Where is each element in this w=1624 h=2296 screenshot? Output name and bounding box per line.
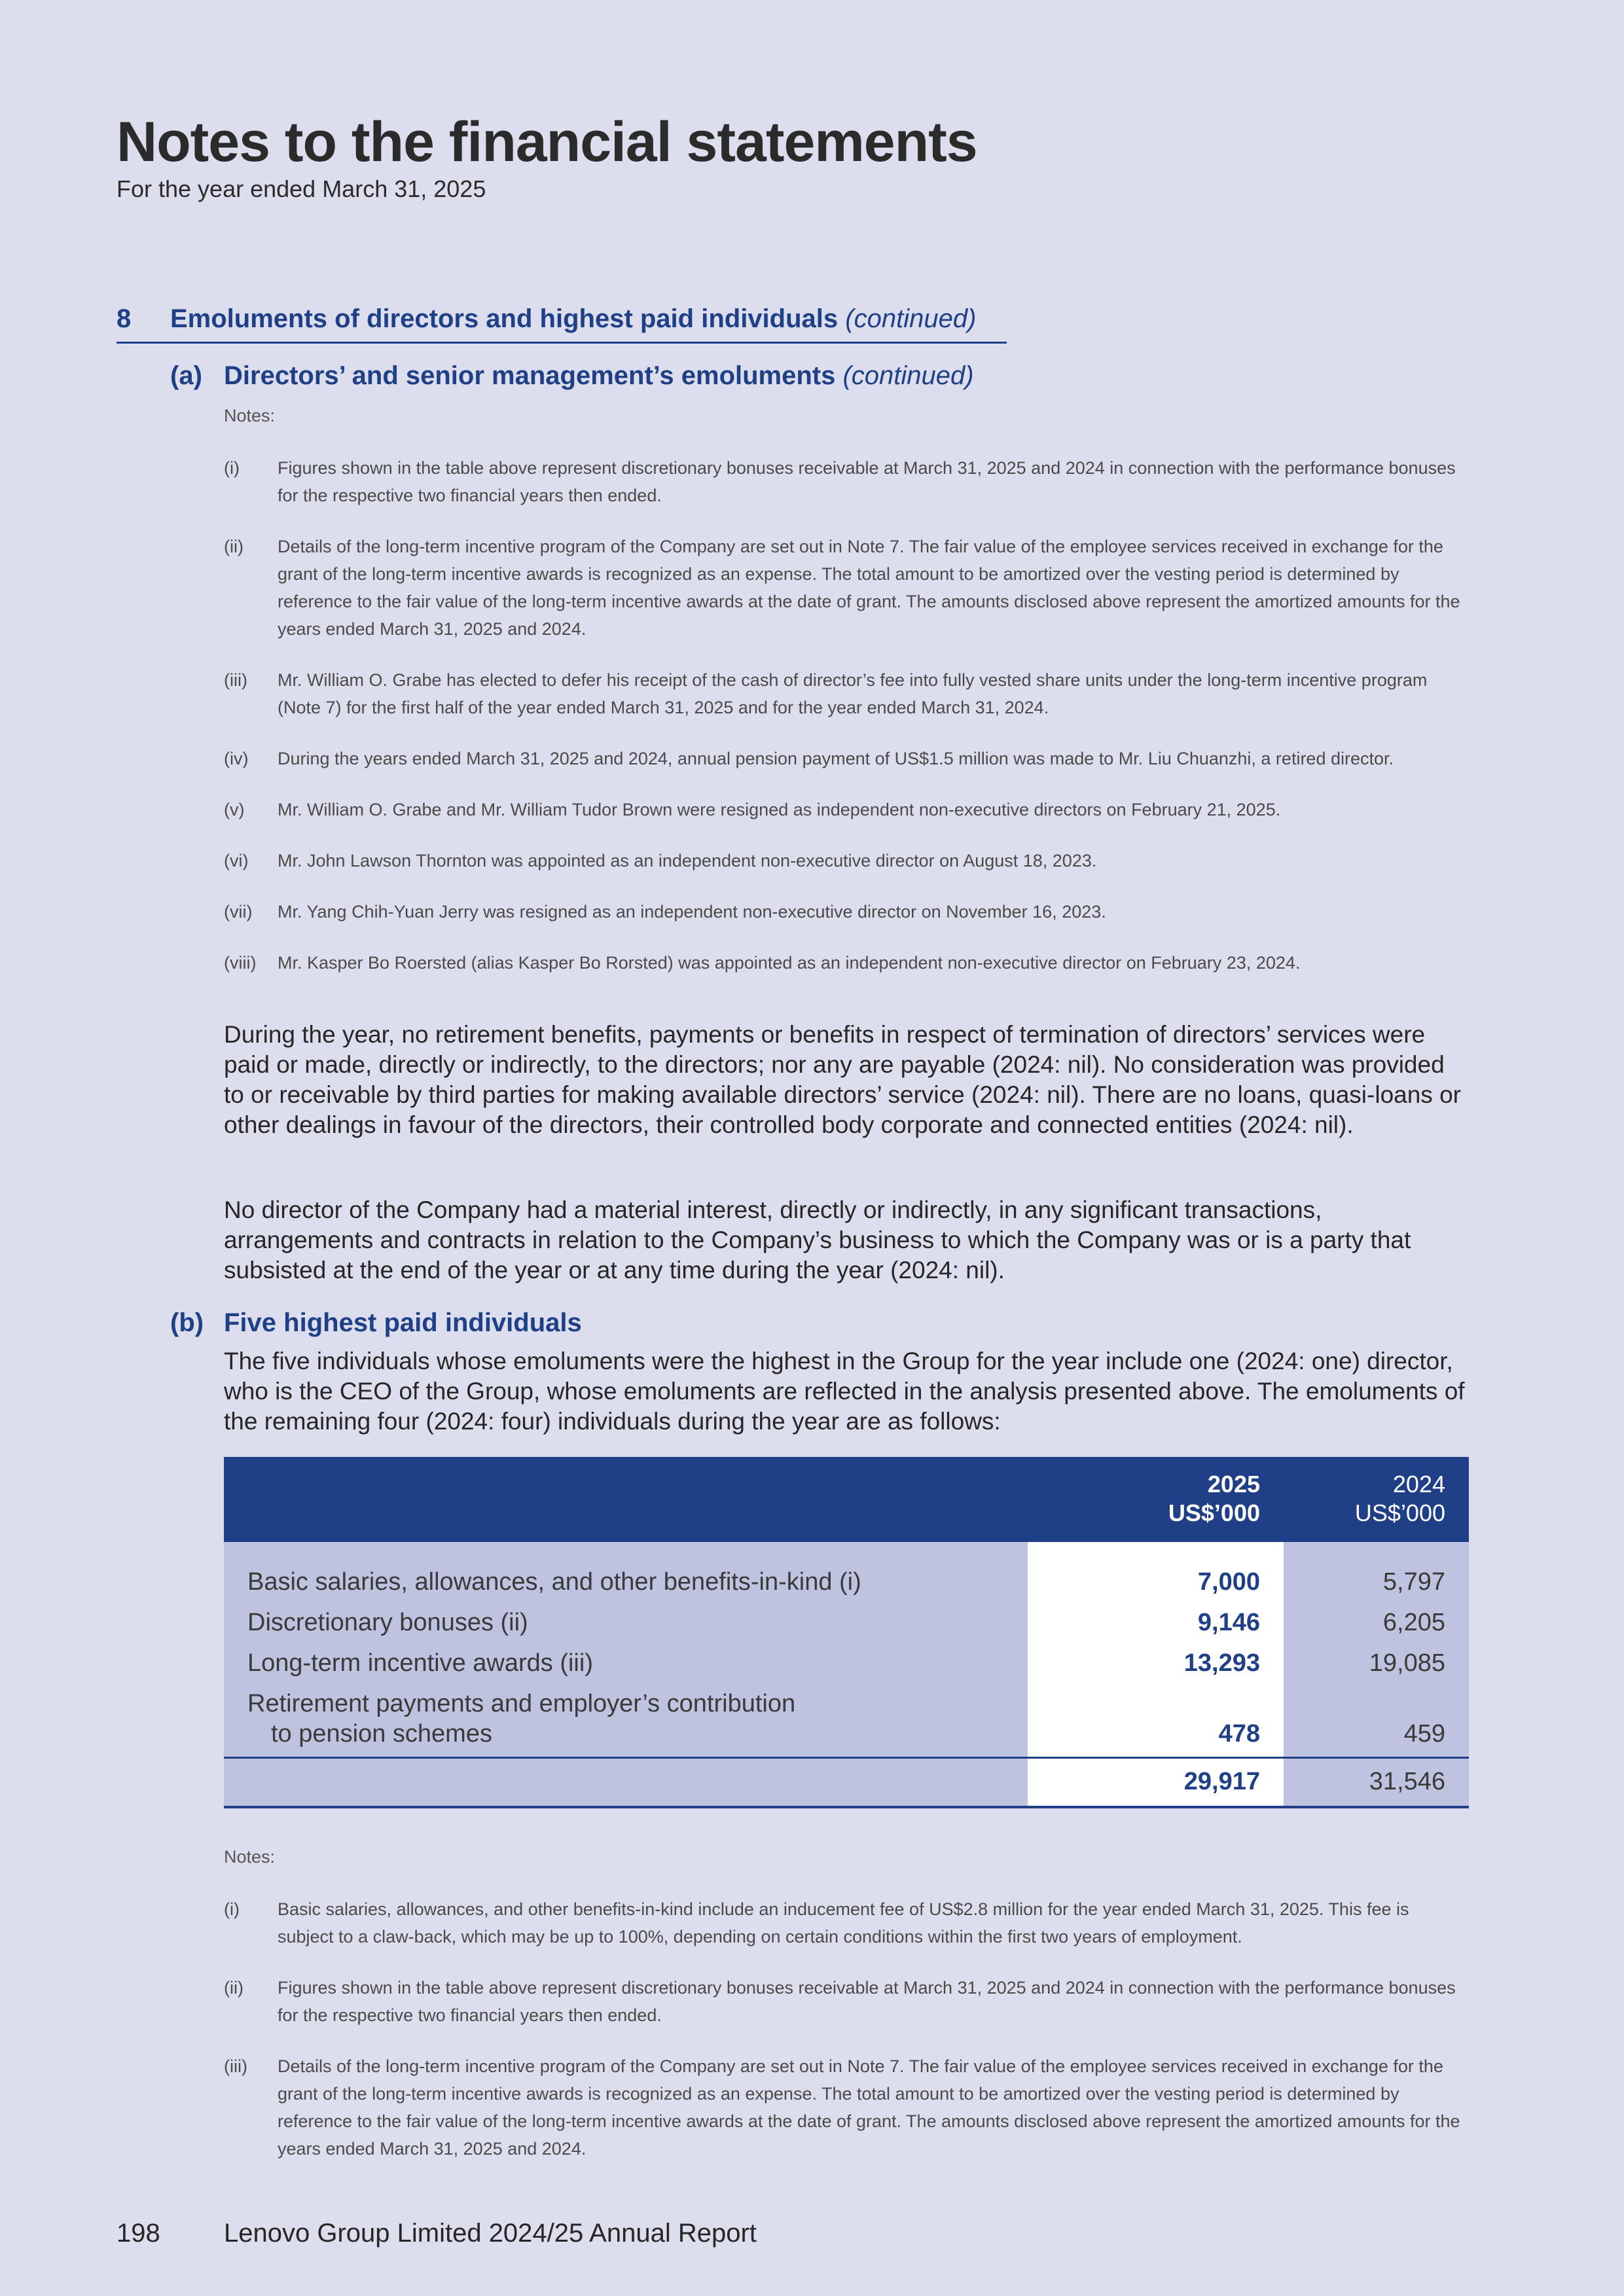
paragraph-five-highest-intro: The five individuals whose emoluments were the highest in the Group for the year include one (2024: one) director, who is the CEO of the Group, whose emoluments are reflected in the analysis presented above. The emoluments of the remaining four (2024: four) individuals during the year are as follows: — [224, 1348, 1465, 1435]
note-mark: (iii) — [224, 2056, 247, 2076]
note-mark: (ii) — [224, 537, 244, 556]
row-value-2025: 7,000 — [1028, 1542, 1284, 1602]
note-text: Figures shown in the table above represent discretionary bonuses receivable at March 31, 2025 and 2024 in connection with the performance bonuses for the respective two financial years then ended. — [278, 458, 1456, 505]
section-title: Emoluments of directors and highest paid individuals — [170, 304, 839, 333]
notes-list-a — [224, 454, 1468, 1000]
header-2024-unit: US$’000 — [1354, 1499, 1445, 1526]
note-mark: (vii) — [224, 902, 253, 922]
note-b-1 — [224, 1895, 1468, 1950]
page-subtitle: For the year ended March 31, 2025 — [117, 175, 486, 202]
note-mark: (iii) — [224, 670, 247, 690]
subsection-a-continued: (continued) — [842, 361, 974, 390]
total-value-2024: 31,546 — [1284, 1758, 1469, 1808]
table-total-row — [224, 1758, 1469, 1808]
row-label: Basic salaries, allowances, and other benefits-in-kind (i) — [224, 1542, 1028, 1602]
note-a-4 — [224, 745, 1468, 772]
row-label: Long-term incentive awards (iii) — [224, 1643, 1028, 1683]
note-text: Mr. Kasper Bo Roersted (alias Kasper Bo Rorsted) was appointed as an independent non-executive director on February 23, 2024. — [278, 953, 1301, 973]
section-number: 8 — [117, 304, 132, 333]
note-a-6 — [224, 847, 1468, 874]
table-row — [224, 1602, 1469, 1643]
paragraph-material-interest: No director of the Company had a material interest, directly or indirectly, in any significant transactions, arrangements and contracts in relation to the Company’s business to which the Company was or is a party that subsisted at the end of the year or at any time during the year (2024: nil). — [224, 1196, 1411, 1283]
note-mark: (viii) — [224, 953, 257, 973]
row-label: Discretionary bonuses (ii) — [224, 1602, 1028, 1643]
note-text: Mr. Yang Chih-Yuan Jerry was resigned as an independent non-executive director on November 16, 2023. — [278, 902, 1106, 922]
note-b-3 — [224, 2053, 1468, 2162]
row-value-2024: 6,205 — [1284, 1602, 1469, 1643]
note-mark: (ii) — [224, 1978, 244, 1998]
subsection-b-title: Five highest paid individuals — [224, 1308, 582, 1337]
note-text: Figures shown in the table above represent discretionary bonuses receivable at March 31, 2025 and 2024 in connection with the performance bonuses for the respective two financial years then ended. — [278, 1978, 1456, 2025]
emoluments-table — [224, 1457, 1469, 1808]
subsection-b-heading — [170, 1308, 582, 1338]
subsection-b-marker: (b) — [170, 1308, 204, 1337]
report-title: Lenovo Group Limited 2024/25 Annual Report — [224, 2219, 757, 2248]
row-value-2024: 5,797 — [1284, 1542, 1469, 1602]
notes-label-b: Notes: — [224, 1847, 276, 1867]
note-text: During the years ended March 31, 2025 and 2024, annual pension payment of US$1.5 million was made to Mr. Liu Chuanzhi, a retired director. — [278, 749, 1394, 768]
note-b-2 — [224, 1974, 1468, 2029]
header-2024-year: 2024 — [1392, 1471, 1445, 1498]
table-header-2025 — [1028, 1457, 1284, 1542]
note-mark: (iv) — [224, 749, 249, 768]
note-a-1 — [224, 454, 1468, 509]
note-a-8 — [224, 949, 1468, 977]
note-a-3 — [224, 666, 1468, 721]
row-value-2025: 13,293 — [1028, 1643, 1284, 1683]
note-text: Mr. John Lawson Thornton was appointed as an independent non-executive director on August 18, 2023. — [278, 851, 1097, 870]
table-row — [224, 1683, 1469, 1758]
section-heading — [117, 304, 1007, 344]
note-text: Details of the long-term incentive program of the Company are set out in Note 7. The fair value of the employee services received in exchange for the grant of the long-term incentive awards is recognized as an expense. The total amount to be amortized over the vesting period is determined by reference to the fair value of the long-term incentive awards at the date of grant. The amounts disclosed above represent the amortized amounts for the years ended March 31, 2025 and 2024. — [278, 2056, 1460, 2159]
note-mark: (vi) — [224, 851, 249, 870]
row-label-line1: Retirement payments and employer’s contribution — [247, 1690, 796, 1717]
subsection-a-title: Directors’ and senior management’s emoluments — [224, 361, 836, 390]
note-text: Basic salaries, allowances, and other benefits-in-kind include an inducement fee of US$2.8 million for the year ended March 31, 2025. This fee is subject to a claw-back, which may be up to 100%, depending on certain conditions within the first two years of employment. — [278, 1899, 1409, 1946]
note-a-2 — [224, 533, 1468, 643]
total-value-2025: 29,917 — [1028, 1758, 1284, 1808]
note-a-7 — [224, 898, 1468, 925]
page-number: 198 — [117, 2219, 160, 2248]
table-header-2024 — [1284, 1457, 1469, 1542]
notes-list-b — [224, 1895, 1468, 2186]
subsection-a-marker: (a) — [170, 361, 202, 390]
table-row — [224, 1542, 1469, 1602]
row-value-2024: 19,085 — [1284, 1643, 1469, 1683]
page-footer — [117, 2219, 757, 2248]
table-header-label — [224, 1457, 1028, 1542]
subsection-a-heading — [170, 361, 974, 391]
row-label — [224, 1683, 1028, 1758]
header-2025-year: 2025 — [1207, 1471, 1260, 1498]
note-mark: (i) — [224, 1899, 240, 1919]
table-header-row — [224, 1457, 1469, 1542]
row-value-2025: 478 — [1028, 1683, 1284, 1758]
notes-label-a: Notes: — [224, 406, 276, 425]
note-text: Mr. William O. Grabe and Mr. William Tudor Brown were resigned as independent non-executive directors on February 21, 2025. — [278, 800, 1281, 819]
table-row — [224, 1643, 1469, 1683]
section-continued: (continued) — [845, 304, 977, 333]
page-title: Notes to the financial statements — [117, 111, 977, 173]
note-text: Mr. William O. Grabe has elected to defer his receipt of the cash of director’s fee into fully vested share units under the long-term incentive program (Note 7) for the first half of the year ended March 31, 2025 and for the year ended March 31, 2024. — [278, 670, 1428, 717]
row-label-line2: to pension schemes — [271, 1720, 492, 1748]
note-mark: (i) — [224, 458, 240, 478]
row-value-2024: 459 — [1284, 1683, 1469, 1758]
note-a-5 — [224, 796, 1468, 823]
header-2025-unit: US$’000 — [1168, 1499, 1260, 1526]
paragraph-retirement-benefits: During the year, no retirement benefits, payments or benefits in respect of termination of directors’ services were paid or made, directly or indirectly, to the directors; nor any are payable (2024: nil). No consideration was provided to or receivable by third parties for making available directors’ service (2024: nil). There are no loans, quasi-loans or other dealings in favour of the directors, their controlled body corporate and connected entities (2024: nil). — [224, 1021, 1461, 1138]
total-label — [224, 1758, 1028, 1808]
note-mark: (v) — [224, 800, 245, 819]
note-text: Details of the long-term incentive program of the Company are set out in Note 7. The fair value of the employee services received in exchange for the grant of the long-term incentive awards is recognized as an expense. The total amount to be amortized over the vesting period is determined by reference to the fair value of the long-term incentive awards at the date of grant. The amounts disclosed above represent the amortized amounts for the years ended March 31, 2025 and 2024. — [278, 537, 1460, 639]
row-value-2025: 9,146 — [1028, 1602, 1284, 1643]
